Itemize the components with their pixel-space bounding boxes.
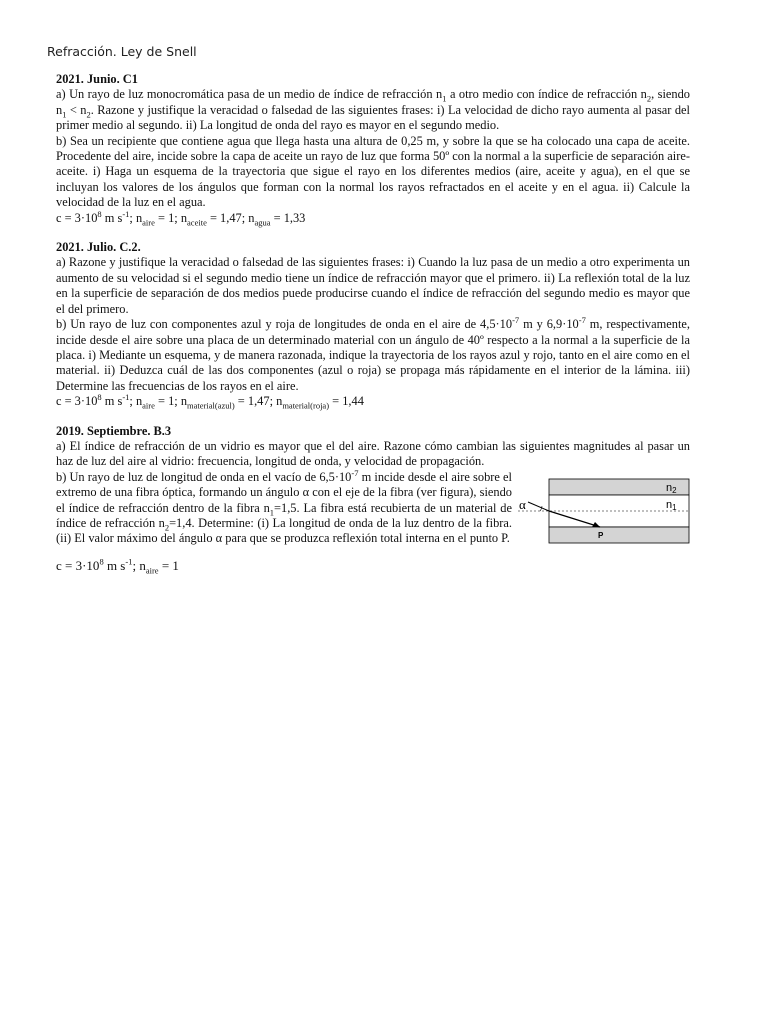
alpha-label: α: [519, 496, 526, 512]
problem-2021-julio: [56, 240, 690, 409]
optical-fiber-figure: [518, 476, 690, 552]
document-content: [56, 72, 690, 588]
document-title: Refracción. Ley de Snell: [47, 44, 197, 59]
problem-2021-junio: [56, 72, 690, 226]
problem-data: $c = 3\cdot 10^8$ m $s^{-1}$; $n_{aire} = 1$; $n_{aceite} = 1,47$; $n_{agua} = 1,33$: [56, 208, 306, 228]
problem-data: $c = 3\cdot 10^8$ m $s^{-1}$; $n_{aire} = 1$; $n_{material(azul)} = 1,47$; $n_{material(roja)} = 1,44$: [56, 392, 364, 411]
fiber-cladding-bottom: [549, 527, 689, 543]
problem-heading: 2021. Junio. C1: [56, 72, 138, 86]
problem-2019-septiembre: [56, 424, 690, 574]
problem-heading: 2019. Septiembre. B.3: [56, 423, 172, 438]
problem-heading: 2021. Julio. C.2.: [56, 240, 141, 255]
n2-label: n2: [666, 481, 677, 495]
point-p-label: P: [598, 530, 604, 540]
n1-label: n1: [666, 498, 677, 512]
problem-part-a: a) El índice de refracción de un vidrio es mayor que el del aire. Razone cómo cambian las siguientes magnitudes al pasar un haz de luz del aire al vidrio: frecuencia, longitud de onda, y velocidad de propagación.: [56, 438, 690, 469]
problem-part-b: b) Un rayo de luz de longitud de onda en el vacío de $6,5\cdot 10^{-7}$ m incide desde el aire sobre el extremo de una fibra óptica, formando un ángulo α con el eje de la fibra (ver figura), siendo el índice de refracción dentro de la fibra $n_1=1,5$. La fibra está recubierta de un material de índice de refracción $n_2=1,4$. Determine: (i) La longitud de onda de la luz dentro de la fibra. (ii) El valor máximo del ángulo α para que se produzca reflexión total interna en el punto P.: [56, 467, 512, 546]
problem-part-a: a) Un rayo de luz monocromática pasa de un medio de índice de refracción $n_1$ a otro medio con índice de refracción $n_2$, siendo $n_1 < n_2$. Razone y justifique la veracidad o falsedad de las siguientes frases: i) La velocidad de dicho rayo aumenta al pasar del primer medio al segundo. ii) La longitud de onda del rayo es mayor en el segundo medio.: [56, 87, 690, 133]
problem-part-b: b) Un rayo de luz con componentes azul y roja de longitudes de onda en el aire de $4,5\cdot 10^{-7}$ m y $6,9\cdot 10^{-7}$ m, respectivamente, incide desde el aire sobre una placa de un determinado material con un ángulo de 40º respecto a la normal a la superficie de la placa. i) Mediante un esquema, y de manera razonada, indique la trayectoria de los rayos azul y rojo, tanto en el aire como en el material. ii) Deduzca cuál de las dos componentes (azul o roja) se propaga más rápidamente en el interior de la lámina. iii) Determine las frecuencias de los rayos en el aire.: [56, 314, 690, 393]
optical-fiber-diagram: [518, 476, 690, 548]
problem-data: $c = 3\cdot 10^8$ m $s^{-1}$; $n_{aire} = 1$: [56, 556, 179, 576]
problem-part-b-with-figure: [56, 467, 690, 552]
incident-ray: [528, 502, 549, 511]
problem-part-a: a) Razone y justifique la veracidad o falsedad de las siguientes frases: i) Cuando la luz pasa de un medio a otro experimenta un aumento de su velocidad si el segundo medio tiene un índice de refracción mayor que el primero. ii) La reflexión total de la luz en la superficie de separación de dos medios puede producirse cuando el índice de refracción del segundo medio es mayor que el del primero.: [56, 255, 690, 316]
problem-part-b: b) Sea un recipiente que contiene agua que llega hasta una altura de 0,25 m, y sobre la que se ha colocado una capa de aceite. Procedente del aire, incide sobre la capa de aceite un rayo de luz que forma 50º con la normal a la superficie de separación aire-aceite. i) Haga un esquema de la trayectoria que sigue el rayo en los diferentes medios (aire, aceite y agua), en el que se incluyan los valores de los ángulos que forman con la normal los rayos refractados en el aceite y en el agua. ii) Calcule la velocidad de la luz en el agua.: [56, 133, 690, 210]
